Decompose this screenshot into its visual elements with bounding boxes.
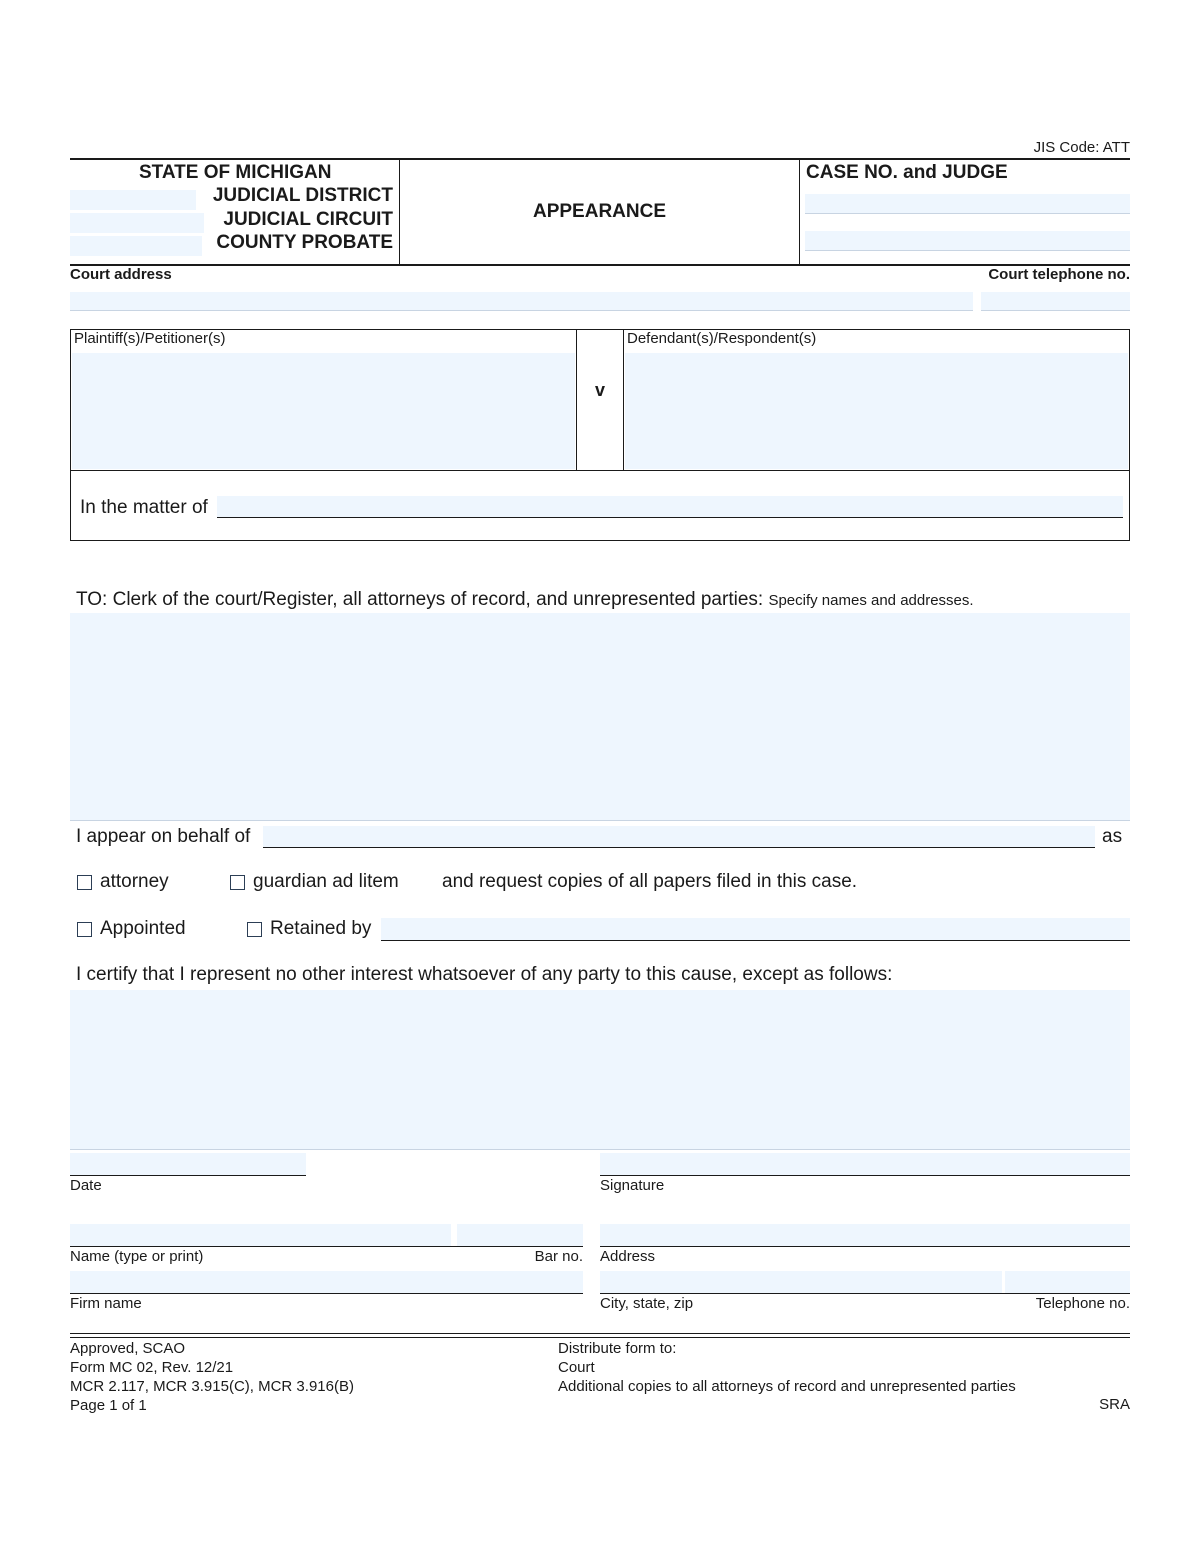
footer-distribute-court: Court (558, 1359, 595, 1376)
address-label: Address (600, 1248, 656, 1265)
footer-page: Page 1 of 1 (70, 1397, 147, 1414)
retained-label: Retained by (270, 918, 372, 939)
to-label (76, 589, 974, 611)
date-field[interactable] (70, 1153, 306, 1176)
footer-rules: MCR 2.117, MCR 3.915(C), MCR 3.916(B) (70, 1378, 354, 1395)
retained-by-field[interactable] (381, 918, 1130, 941)
certify-text: I certify that I represent no other interest whatsoever of any party to this cause, except as follows: (76, 964, 893, 985)
header-bottom-rule (70, 264, 1130, 266)
bar-number-field[interactable] (457, 1224, 583, 1246)
name-rule (70, 1246, 583, 1247)
city-rule (600, 1293, 1130, 1294)
retained-checkbox[interactable] (247, 922, 262, 937)
county-probate-label: COUNTY PROBATE (216, 232, 393, 253)
guardian-label: guardian ad litem (253, 871, 399, 892)
court-telephone-field[interactable] (981, 292, 1130, 311)
appointed-label: Appointed (100, 918, 186, 939)
defendant-label: Defendant(s)/Respondent(s) (627, 330, 817, 347)
firm-name-field[interactable] (70, 1271, 583, 1294)
name-label: Name (type or print) (70, 1248, 204, 1265)
judicial-circuit-label: JUDICIAL CIRCUIT (223, 209, 393, 230)
to-label-text: TO: Clerk of the court/Register, all attorneys of record, and unrepresented parties: (76, 589, 764, 610)
attorney-checkbox[interactable] (77, 875, 92, 890)
footer-approved: Approved, SCAO (70, 1340, 186, 1357)
matter-label: In the matter of (80, 497, 208, 518)
plaintiff-label: Plaintiff(s)/Petitioner(s) (74, 330, 226, 347)
signature-field[interactable] (600, 1153, 1130, 1176)
guardian-checkbox[interactable] (230, 875, 245, 890)
to-hint: Specify names and addresses. (768, 592, 974, 609)
case-number-field[interactable] (805, 194, 1130, 214)
exceptions-field[interactable] (70, 990, 1130, 1150)
court-address-label: Court address (70, 266, 172, 283)
jis-code: JIS Code: ATT (1033, 139, 1130, 156)
signature-label: Signature (600, 1177, 665, 1194)
footer-distribute-label: Distribute form to: (558, 1340, 677, 1357)
address-field[interactable] (600, 1224, 1130, 1247)
name-field[interactable] (70, 1224, 451, 1246)
court-address-field[interactable] (70, 292, 973, 311)
date-label: Date (70, 1177, 102, 1194)
court-telephone-label: Court telephone no. (988, 266, 1130, 283)
footer-form-number: Form MC 02, Rev. 12/21 (70, 1359, 234, 1376)
to-recipients-field[interactable] (70, 613, 1130, 821)
case-no-judge-label: CASE NO. and JUDGE (806, 162, 1008, 183)
parties-divider (70, 470, 1130, 471)
state-title: STATE OF MICHIGAN (139, 162, 332, 183)
behalf-field[interactable] (263, 826, 1095, 848)
plaintiff-field[interactable] (72, 353, 575, 469)
firm-name-label: Firm name (70, 1295, 142, 1312)
footer-rule-top (70, 1333, 1130, 1334)
city-state-zip-label: City, state, zip (600, 1295, 694, 1312)
footer-code: SRA (1099, 1396, 1130, 1413)
judicial-circuit-field[interactable] (70, 213, 204, 233)
telephone-field[interactable] (1005, 1271, 1130, 1293)
telephone-label: Telephone no. (1035, 1295, 1130, 1312)
header-top-rule (70, 158, 1130, 160)
city-state-zip-field[interactable] (600, 1271, 1002, 1293)
judicial-district-label: JUDICIAL DISTRICT (212, 185, 393, 206)
request-text: and request copies of all papers filed in this case. (442, 871, 858, 892)
form-title: APPEARANCE (532, 201, 667, 222)
appointed-checkbox[interactable] (77, 922, 92, 937)
judicial-district-field[interactable] (70, 190, 196, 210)
footer-rule-bottom (70, 1337, 1130, 1338)
footer-distribute-additional: Additional copies to all attorneys of record and unrepresented parties (558, 1378, 1016, 1395)
header-divider-right (799, 160, 800, 264)
versus-label: v (594, 380, 605, 400)
judge-field[interactable] (805, 231, 1130, 251)
county-probate-field[interactable] (70, 236, 202, 256)
as-label: as (1102, 826, 1123, 847)
attorney-label: attorney (100, 871, 169, 892)
defendant-field[interactable] (625, 353, 1128, 469)
bar-number-label: Bar no. (534, 1248, 583, 1265)
matter-field[interactable] (217, 496, 1123, 518)
behalf-label: I appear on behalf of (76, 826, 251, 847)
